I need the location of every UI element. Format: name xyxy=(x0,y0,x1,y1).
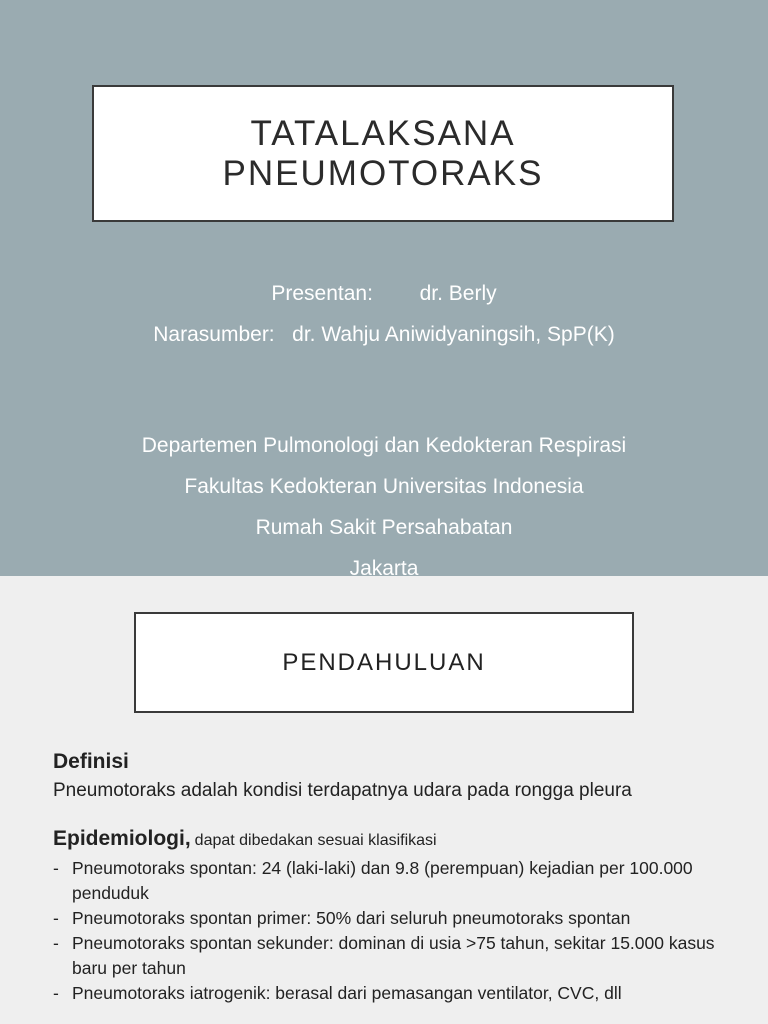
slide-heading: PENDAHULUAN xyxy=(282,648,486,676)
institution-line: Departemen Pulmonologi dan Kedokteran Respirasi xyxy=(141,434,627,457)
title-box xyxy=(92,85,674,222)
presenter-name: dr. Berly xyxy=(419,282,497,305)
slide-content xyxy=(53,748,753,1006)
bullet-dash: - xyxy=(53,933,59,953)
list-item-text: Pneumotoraks spontan: 24 (laki-laki) dan 9.8 (perempuan) kejadian per 100.000 penduduk xyxy=(72,858,693,903)
list-item xyxy=(53,856,753,906)
bullet-dash: - xyxy=(53,983,59,1003)
epidemiology-list xyxy=(53,856,753,1006)
speaker-row xyxy=(0,321,768,349)
institution-block xyxy=(0,425,768,576)
speaker-name: dr. Wahju Aniwidyaningsih, SpP(K) xyxy=(292,323,615,346)
epidemiology-heading xyxy=(53,824,753,856)
institution-line: Fakultas Kedokteran Universitas Indonesia xyxy=(184,475,584,498)
list-item xyxy=(53,931,753,981)
content-slide xyxy=(0,576,768,1024)
definition-title: Definisi xyxy=(53,750,129,773)
heading-box xyxy=(134,612,634,713)
title-line-2: PNEUMOTORAKS xyxy=(222,153,544,193)
list-item-text: Pneumotoraks spontan sekunder: dominan di usia >75 tahun, sekitar 15.000 kasus baru per tahun xyxy=(72,933,715,978)
definition-text: Pneumotoraks adalah kondisi terdapatnya udara pada rongga pleura xyxy=(53,780,632,801)
bullet-dash: - xyxy=(53,858,59,878)
list-item-text: Pneumotoraks iatrogenik: berasal dari pemasangan ventilator, CVC, dll xyxy=(72,983,622,1003)
epidemiology-subtitle: dapat dibedakan sesuai klasifikasi xyxy=(194,832,437,849)
institution-line: Jakarta xyxy=(349,557,419,576)
presenter-label: Presentan: xyxy=(271,282,373,305)
list-item xyxy=(53,906,753,931)
list-item-text: Pneumotoraks spontan primer: 50% dari seluruh pneumotoraks spontan xyxy=(72,908,631,928)
title-line-1: TATALAKSANA xyxy=(250,113,516,153)
speaker-label: Narasumber: xyxy=(153,323,275,346)
epidemiology-title: Epidemiologi, xyxy=(53,827,191,850)
bullet-dash: - xyxy=(53,908,59,928)
presenter-row xyxy=(0,280,768,308)
institution-line: Rumah Sakit Persahabatan xyxy=(255,516,513,539)
list-item xyxy=(53,981,753,1006)
